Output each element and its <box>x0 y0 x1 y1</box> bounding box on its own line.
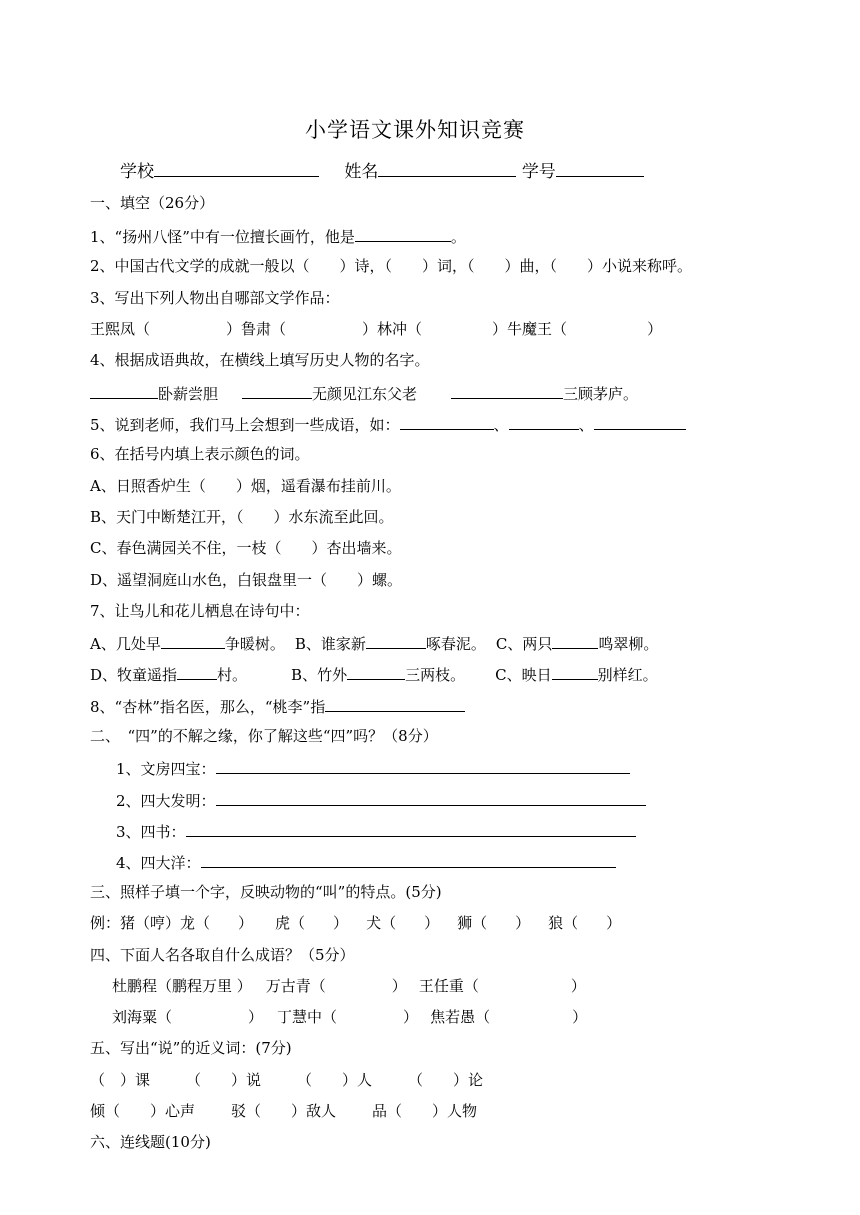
q4-blank[interactable] <box>242 382 312 399</box>
s2-blank[interactable] <box>216 757 630 774</box>
s2-item-4 <box>116 851 616 873</box>
q7-blank[interactable] <box>366 632 426 649</box>
q1 <box>90 225 466 247</box>
q7: 7、让鸟儿和花儿栖息在诗句中： <box>90 602 310 620</box>
q4-item: 无颜见江东父老 <box>312 385 418 403</box>
s4-part: ） <box>248 1008 264 1026</box>
s3-part: 狮（ <box>457 914 488 932</box>
q8-blank[interactable] <box>325 695 465 712</box>
s3-line <box>90 913 621 933</box>
q4-blank[interactable] <box>451 382 563 399</box>
q3-item: ）鲁肃（ <box>226 320 287 338</box>
section-5-heading: 五、写出“说”的近义词：(7分) <box>90 1039 292 1057</box>
s2-label: 2、四大发明： <box>116 792 216 810</box>
id-blank[interactable] <box>556 160 644 177</box>
s3-part: ） <box>238 914 254 932</box>
section-6-heading: 六、连线题(10分) <box>90 1133 211 1151</box>
q4-item: 卧薪尝胆 <box>158 385 219 403</box>
q7-item: 鸣翠柳。 <box>598 635 659 653</box>
q7-item: B、谁家新 <box>294 635 366 653</box>
s4-part: 杜鹏程（鹏程万里 ） <box>112 977 252 995</box>
s5-row-2 <box>90 1101 477 1121</box>
s4-part: ） <box>391 977 407 995</box>
s4-part: 万古青（ <box>265 977 326 995</box>
s4-part: ） <box>572 1008 588 1026</box>
q6-b: B、天门中断楚江开，（ ）水东流至此回。 <box>90 508 394 526</box>
s4-part: 王任重（ <box>418 977 479 995</box>
s3-part: 犬（ <box>366 914 397 932</box>
q6-a: A、日照香炉生（ ）烟，遥看瀑布挂前川。 <box>90 477 401 495</box>
s2-item-1 <box>116 757 630 779</box>
q8 <box>90 695 465 717</box>
q1-end: 。 <box>450 228 466 246</box>
q7-item: 别样红。 <box>597 666 658 684</box>
name-label: 姓名 <box>344 162 379 182</box>
q5-blank[interactable] <box>594 413 686 430</box>
s2-label: 3、四书： <box>116 823 186 841</box>
q2: 2、中国古代文学的成就一般以（ ）诗，（ ）词，（ ）曲，（ ）小说来称呼。 <box>90 257 693 275</box>
q4-item: 三顾茅庐。 <box>563 385 639 403</box>
name-blank[interactable] <box>378 160 516 177</box>
q7-item: C、两只 <box>495 635 553 653</box>
q7-item: 啄春泥。 <box>425 635 486 653</box>
s4-part: 刘海粟（ <box>112 1008 173 1026</box>
q7-item: A、几处早 <box>90 635 161 653</box>
school-label: 学校 <box>120 162 154 182</box>
s2-blank[interactable] <box>216 789 646 806</box>
q3-item: ）牛魔王（ <box>492 320 568 338</box>
id-label: 学号 <box>521 162 556 182</box>
s3-part: ） <box>606 914 622 932</box>
school-blank[interactable] <box>154 160 319 177</box>
s4-row-1 <box>112 976 586 996</box>
q5 <box>90 413 686 435</box>
s2-blank[interactable] <box>186 820 636 837</box>
q5-text: 5、说到老师，我们马上会想到一些成语，如： <box>90 416 400 434</box>
s2-label: 4、四大洋： <box>116 854 201 872</box>
s4-part: 丁慧中（ <box>277 1008 338 1026</box>
s3-part: 虎（ <box>275 914 306 932</box>
s5-part: （ ）论 <box>408 1071 484 1089</box>
q3-item: ）林冲（ <box>362 320 423 338</box>
q7-blank[interactable] <box>552 632 598 649</box>
q7-blank[interactable] <box>552 663 598 680</box>
q7-blank[interactable] <box>177 663 217 680</box>
q7-row-1 <box>90 632 658 654</box>
q5-blank[interactable] <box>400 413 494 430</box>
q7-item: C、映日 <box>495 666 552 684</box>
q6-d: D、遥望洞庭山水色，白银盘里一（ ）螺。 <box>90 571 403 589</box>
section-2-heading: 二、 “四”的不解之缘，你了解这些“四”吗？（8分） <box>90 727 438 745</box>
q4-blank[interactable] <box>90 382 158 399</box>
s2-blank[interactable] <box>201 851 616 868</box>
q8-text: 8、“杏林”指名医，那么，“桃李”指 <box>90 698 326 716</box>
s5-part: （ ）说 <box>186 1071 262 1089</box>
q3-items <box>90 319 662 339</box>
s5-part: 倾（ ）心声 <box>90 1102 196 1120</box>
s4-part: ） <box>570 977 586 995</box>
q1-blank[interactable] <box>355 225 451 242</box>
q3-item: 王熙凤（ <box>90 320 151 338</box>
s4-row-2 <box>112 1007 587 1027</box>
q6-c: C、春色满园关不住，一枝（ ）杏出墙来。 <box>90 539 402 557</box>
q1-text: 1、“扬州八怪”中有一位擅长画竹，他是 <box>90 228 355 246</box>
q5-blank[interactable] <box>509 413 579 430</box>
s5-row-1 <box>90 1070 483 1090</box>
s3-part: ） <box>424 914 440 932</box>
page-title: 小学语文课外知识竞赛 <box>305 118 525 142</box>
section-1-heading: 一、填空（26分） <box>90 194 215 212</box>
q7-item: 争暖树。 <box>224 635 285 653</box>
q6: 6、在括号内填上表示颜色的词。 <box>90 445 310 463</box>
s3-part: ） <box>333 914 349 932</box>
s4-part: 焦若愚（ <box>430 1008 491 1026</box>
s2-item-2 <box>116 789 646 811</box>
s5-part: 品（ ）人物 <box>372 1102 478 1120</box>
q7-item: D、牧童遥指 <box>90 666 178 684</box>
s3-part: 狼（ <box>548 914 579 932</box>
s5-part: （ ）课 <box>90 1071 151 1089</box>
section-3-heading: 三、照样子填一个字，反映动物的“叫”的特点。(5分) <box>90 883 442 901</box>
s2-item-3 <box>116 820 636 842</box>
q7-row-2 <box>90 663 658 685</box>
q7-item: 村。 <box>217 666 248 684</box>
q4: 4、根据成语典故，在横线上填写历史人物的名字。 <box>90 351 430 369</box>
q5-sep: 、 <box>493 416 509 434</box>
q3-item: ） <box>647 320 663 338</box>
s4-part: ） <box>403 1008 419 1026</box>
s5-part: （ ）人 <box>297 1071 373 1089</box>
student-info-row <box>120 160 644 182</box>
q5-sep: 、 <box>578 416 594 434</box>
q7-blank[interactable] <box>347 663 405 680</box>
s3-part: 例：猪（哼）龙（ <box>90 914 211 932</box>
section-4-heading: 四、下面人名各取自什么成语？（5分） <box>90 946 355 964</box>
s3-part: ） <box>515 914 531 932</box>
q7-blank[interactable] <box>161 632 225 649</box>
s2-label: 1、文房四宝： <box>116 760 216 778</box>
q7-item: B、竹外 <box>291 666 348 684</box>
q3: 3、写出下列人物出自哪部文学作品： <box>90 289 340 307</box>
s5-part: 驳（ ）敌人 <box>231 1102 337 1120</box>
q4-items <box>90 382 638 404</box>
q7-item: 三两枝。 <box>405 666 466 684</box>
